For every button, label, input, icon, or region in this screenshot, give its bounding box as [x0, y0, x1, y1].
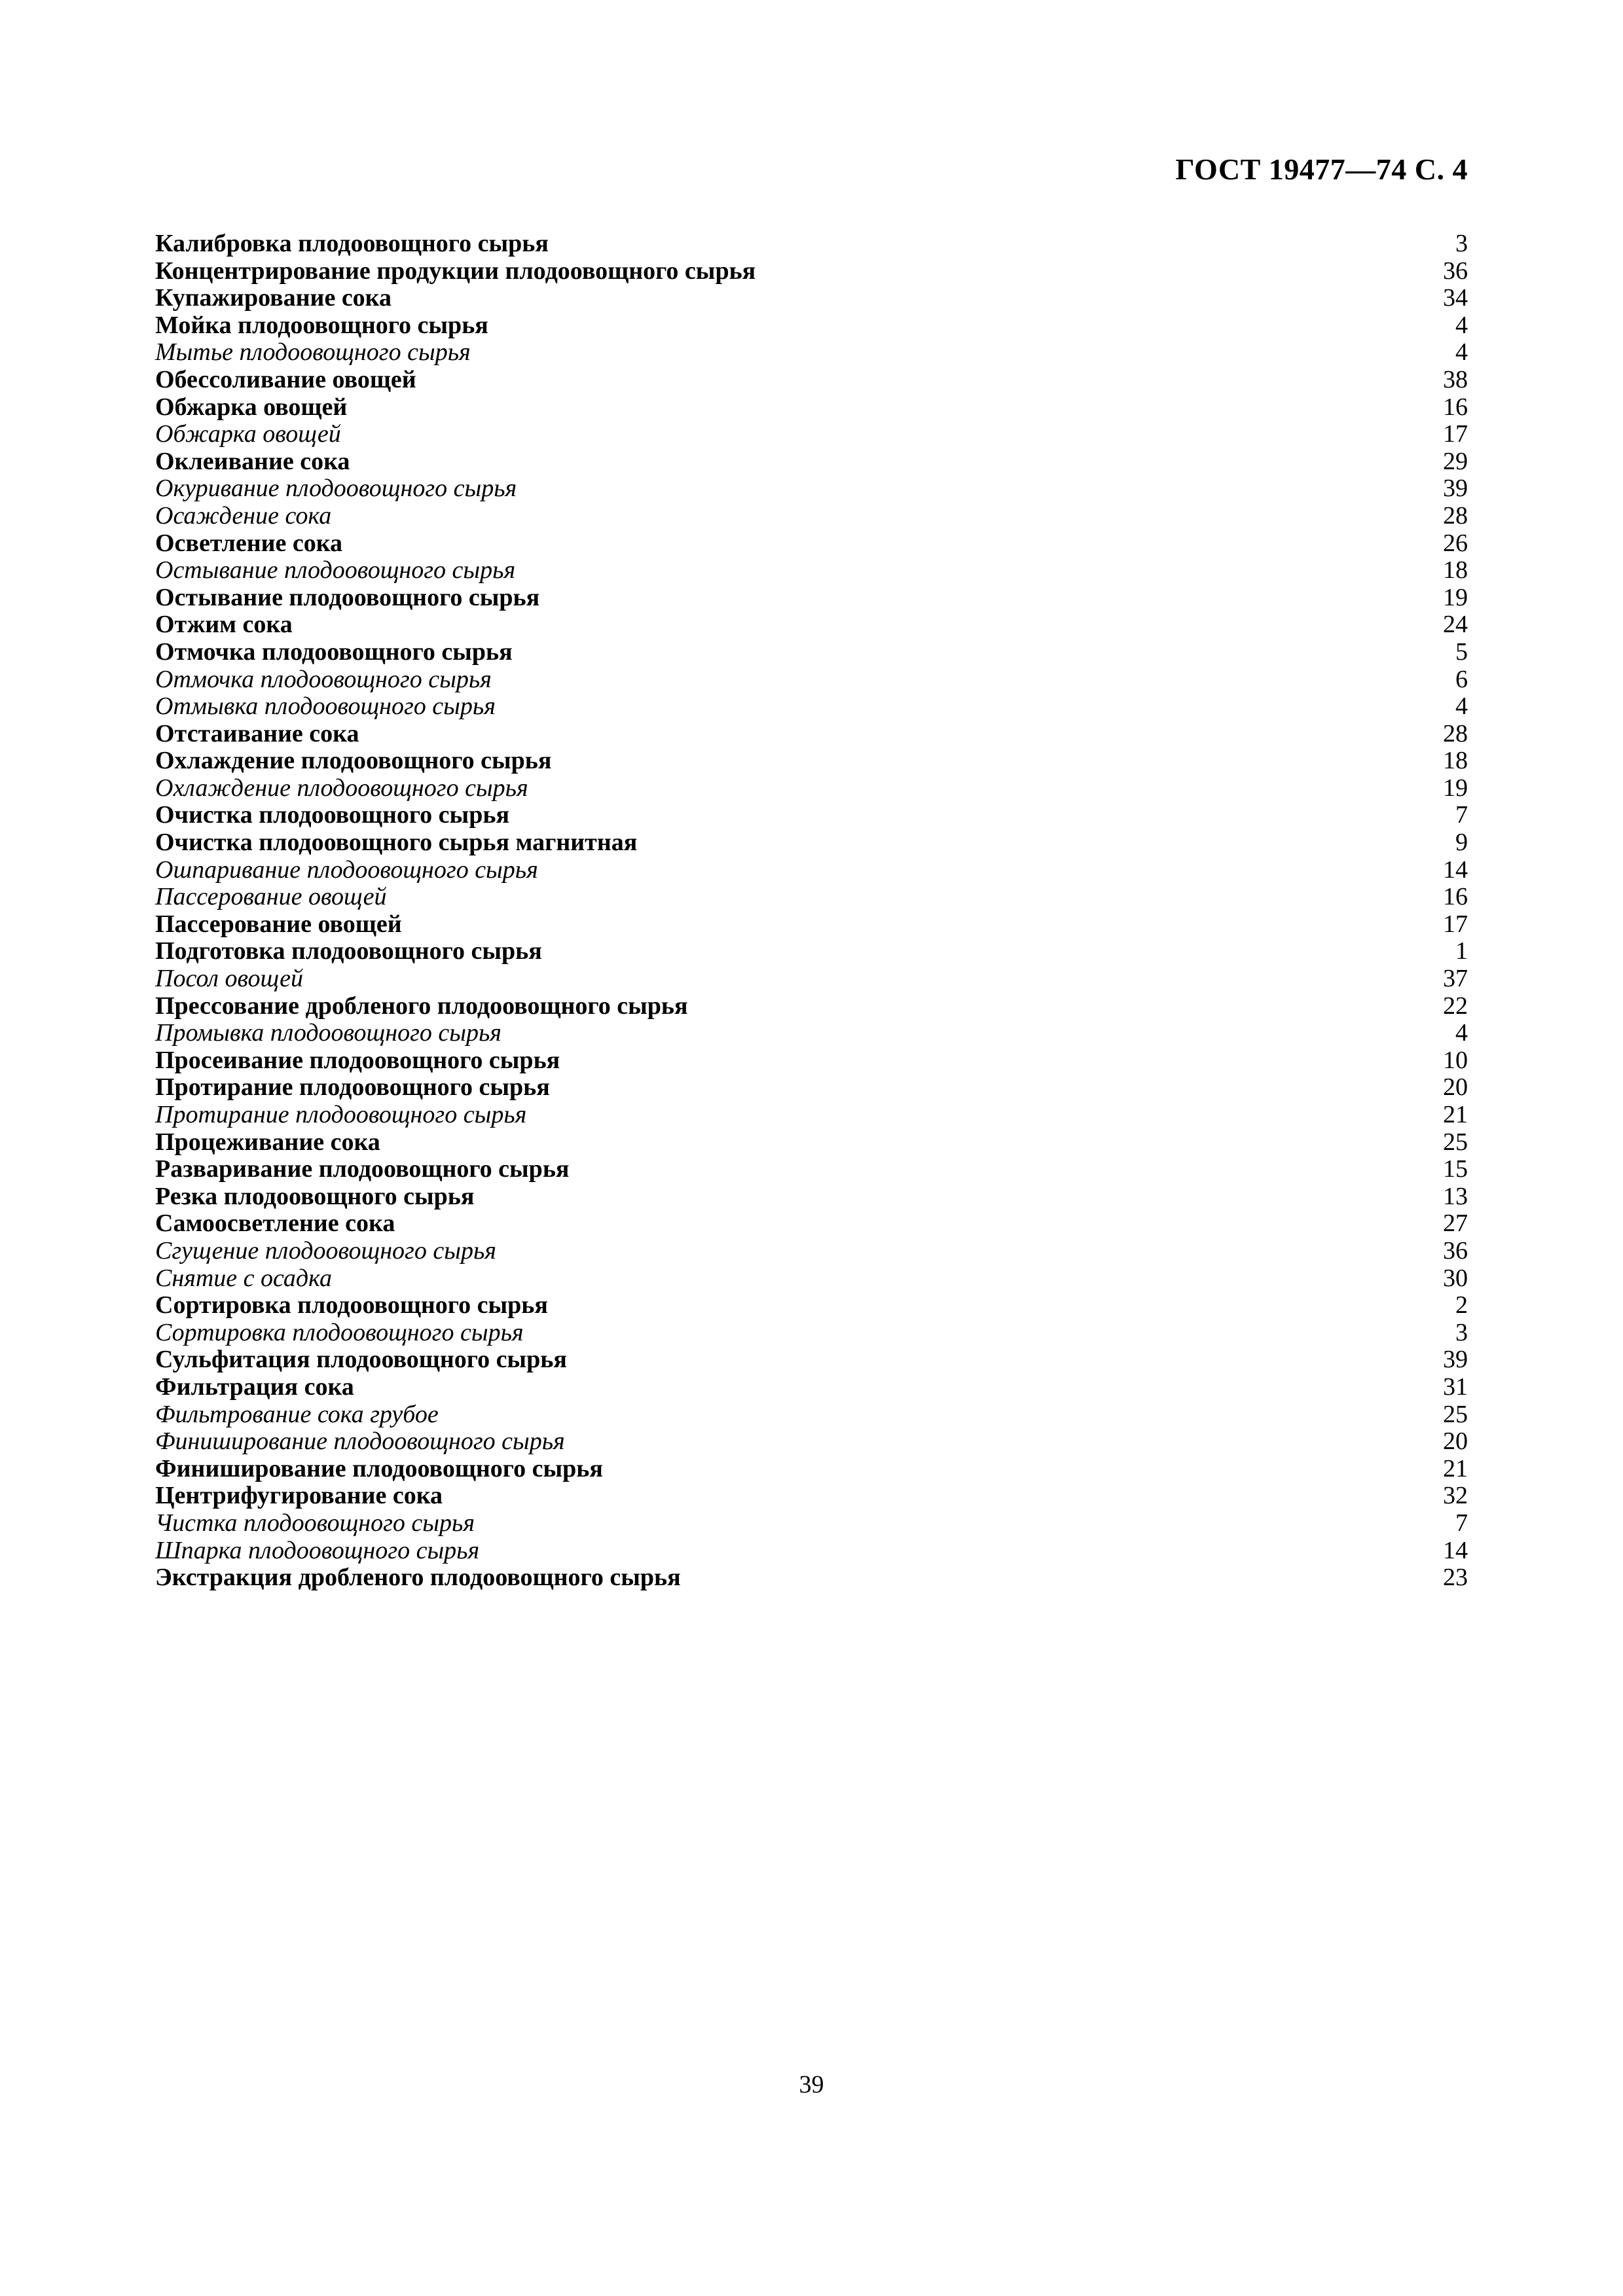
index-page-number: 23 — [1443, 1564, 1468, 1592]
index-term: Отмывка плодоовощного сырья — [155, 692, 496, 721]
index-page-number: 39 — [1443, 475, 1468, 503]
index-page-number: 13 — [1443, 1182, 1468, 1210]
index-term: Ошпаривание плодоовощного сырья — [155, 855, 538, 884]
index-entry — [155, 1183, 1468, 1211]
index-term: Сортировка плодоовощного сырья — [155, 1318, 524, 1346]
index-term: Промывка плодоовощного сырья — [155, 1019, 501, 1047]
index-entry — [155, 857, 1468, 884]
index-entry — [155, 1401, 1468, 1429]
index-term: Фильтрация сока — [155, 1372, 354, 1401]
index-entry — [155, 1047, 1468, 1075]
index-page-number: 5 — [1455, 637, 1468, 666]
index-term: Пассерование овощей — [155, 883, 387, 911]
index-term: Обжарка овощей — [155, 420, 341, 448]
index-page-number: 28 — [1443, 501, 1468, 529]
index-page-number: 7 — [1455, 1509, 1468, 1537]
index-term: Разваривание плодоовощного сырья — [155, 1155, 570, 1183]
index-page-number: 20 — [1443, 1427, 1468, 1456]
index-page-number: 27 — [1443, 1210, 1468, 1238]
index-entry — [155, 1510, 1468, 1537]
index-term: Отстаивание сока — [155, 719, 359, 747]
index-entry — [155, 1292, 1468, 1319]
index-entry — [155, 1210, 1468, 1238]
index-entry — [155, 965, 1468, 993]
index-entry — [155, 611, 1468, 639]
index-entry — [155, 1265, 1468, 1293]
index-term: Прессование дробленого плодоовощного сырья — [155, 992, 688, 1020]
index-page-number: 4 — [1455, 311, 1468, 339]
index-term: Посол овощей — [155, 965, 303, 993]
index-page-number: 18 — [1443, 556, 1468, 584]
index-entry — [155, 1564, 1468, 1592]
index-page-number: 14 — [1443, 1536, 1468, 1564]
index-entry — [155, 312, 1468, 340]
index-page-number: 3 — [1455, 230, 1468, 257]
index-entry — [155, 1537, 1468, 1565]
index-term: Пассерование овощей — [155, 910, 402, 938]
index-entry — [155, 829, 1468, 857]
index-page-number: 31 — [1443, 1372, 1468, 1401]
index-entry — [155, 911, 1468, 939]
index-page-number: 17 — [1443, 910, 1468, 938]
index-entry — [155, 993, 1468, 1020]
index-entry — [155, 639, 1468, 666]
index-page-number: 21 — [1443, 1101, 1468, 1128]
index-term: Протирание плодоовощного сырья — [155, 1073, 550, 1102]
index-entry — [155, 1129, 1468, 1157]
index-page-number: 29 — [1443, 447, 1468, 475]
index-term: Очистка плодоовощного сырья магнитная — [155, 829, 638, 857]
index-term: Обжарка овощей — [155, 393, 348, 421]
index-term: Охлаждение плодоовощного сырья — [155, 774, 528, 802]
index-page-number: 19 — [1443, 583, 1468, 611]
index-entry — [155, 339, 1468, 367]
index-entry — [155, 1482, 1468, 1510]
index-term: Самоосветление сока — [155, 1210, 395, 1238]
index-entry — [155, 448, 1468, 476]
index-page-number: 4 — [1455, 692, 1468, 721]
index-entry — [155, 775, 1468, 802]
index-entry — [155, 1319, 1468, 1347]
index-term: Сульфитация плодоовощного сырья — [155, 1346, 567, 1374]
index-term: Мытье плодоовощного сырья — [155, 338, 471, 367]
index-entry — [155, 1374, 1468, 1401]
index-term: Оклеивание сока — [155, 447, 350, 475]
index-page-number: 19 — [1443, 774, 1468, 802]
index-page-number: 18 — [1443, 747, 1468, 775]
index-term: Сортировка плодоовощного сырья — [155, 1291, 548, 1319]
index-term: Центрифугирование сока — [155, 1482, 443, 1510]
index-term: Снятие с осадка — [155, 1264, 332, 1292]
index-entry — [155, 394, 1468, 422]
index-page-number: 1 — [1455, 937, 1468, 965]
index-entry — [155, 258, 1468, 285]
index-page-number: 21 — [1443, 1454, 1468, 1482]
index-page-number: 10 — [1443, 1046, 1468, 1074]
index-term: Чистка плодоовощного сырья — [155, 1509, 475, 1537]
index-entry — [155, 421, 1468, 448]
index-entry — [155, 693, 1468, 721]
term-index — [155, 230, 1468, 1592]
index-term: Охлаждение плодоовощного сырья — [155, 747, 552, 775]
index-term: Резка плодоовощного сырья — [155, 1182, 475, 1210]
index-page-number: 37 — [1443, 965, 1468, 993]
index-entry — [155, 1428, 1468, 1456]
index-term: Осветление сока — [155, 529, 343, 557]
index-term: Отмочка плодоовощного сырья — [155, 637, 513, 666]
index-page-number: 32 — [1443, 1482, 1468, 1510]
index-term: Фильтрование сока грубое — [155, 1400, 439, 1428]
index-page-number: 9 — [1455, 829, 1468, 857]
index-entry — [155, 1238, 1468, 1265]
index-entry — [155, 367, 1468, 394]
index-term: Финиширование плодоовощного сырья — [155, 1454, 603, 1482]
index-entry — [155, 503, 1468, 530]
index-page-number: 36 — [1443, 1236, 1468, 1265]
index-page-number: 4 — [1455, 1019, 1468, 1047]
index-term: Купажирование сока — [155, 284, 392, 312]
index-page-number: 2 — [1455, 1291, 1468, 1319]
index-entry — [155, 1456, 1468, 1483]
index-page-number: 28 — [1443, 719, 1468, 747]
index-page-number: 36 — [1443, 257, 1468, 285]
index-term: Экстракция дробленого плодоовощного сырья — [155, 1564, 681, 1592]
index-entry — [155, 884, 1468, 911]
index-entry — [155, 802, 1468, 829]
index-term: Отмочка плодоовощного сырья — [155, 665, 492, 693]
index-term: Очистка плодоовощного сырья — [155, 801, 509, 829]
index-page-number: 4 — [1455, 338, 1468, 367]
index-entry — [155, 285, 1468, 312]
index-term: Окуривание плодоовощного сырья — [155, 475, 517, 503]
index-term: Просеивание плодоовощного сырья — [155, 1046, 560, 1074]
index-entry — [155, 938, 1468, 965]
index-term: Осаждение сока — [155, 501, 332, 529]
index-page-number: 3 — [1455, 1318, 1468, 1346]
index-entry — [155, 721, 1468, 748]
index-page-number: 38 — [1443, 365, 1468, 393]
index-page-number: 14 — [1443, 855, 1468, 884]
index-entry — [155, 747, 1468, 775]
index-page-number: 26 — [1443, 529, 1468, 557]
index-term: Концентрирование продукции плодоовощного сырья — [155, 257, 756, 285]
index-page-number: 25 — [1443, 1400, 1468, 1428]
index-page-number: 20 — [1443, 1073, 1468, 1102]
document-header: ГОСТ 19477—74 С. 4 — [1175, 152, 1468, 186]
index-entry — [155, 475, 1468, 503]
index-page-number: 25 — [1443, 1128, 1468, 1156]
index-term: Мойка плодоовощного сырья — [155, 311, 488, 339]
index-term: Протирание плодоовощного сырья — [155, 1101, 527, 1128]
index-term: Калибровка плодоовощного сырья — [155, 230, 549, 257]
index-entry — [155, 1346, 1468, 1374]
index-entry — [155, 584, 1468, 612]
index-entry — [155, 1074, 1468, 1102]
index-page-number: 15 — [1443, 1155, 1468, 1183]
index-term: Отжим сока — [155, 611, 293, 639]
index-term: Подготовка плодоовощного сырья — [155, 937, 542, 965]
index-term: Обессоливание овощей — [155, 365, 416, 393]
index-entry — [155, 666, 1468, 694]
index-entry — [155, 557, 1468, 584]
index-entry — [155, 1102, 1468, 1129]
index-page-number: 6 — [1455, 665, 1468, 693]
index-term: Остывание плодоовощного сырья — [155, 556, 516, 584]
index-page-number: 7 — [1455, 801, 1468, 829]
index-term: Сгущение плодоовощного сырья — [155, 1236, 496, 1265]
page-number: 39 — [799, 2071, 824, 2098]
index-page-number: 39 — [1443, 1346, 1468, 1374]
index-page-number: 17 — [1443, 420, 1468, 448]
index-page-number: 16 — [1443, 883, 1468, 911]
index-term: Остывание плодоовощного сырья — [155, 583, 540, 611]
index-term: Шпарка плодоовощного сырья — [155, 1536, 480, 1564]
index-page-number: 16 — [1443, 393, 1468, 421]
index-page-number: 24 — [1443, 611, 1468, 639]
index-entry — [155, 1156, 1468, 1183]
index-page-number: 22 — [1443, 992, 1468, 1020]
index-entry — [155, 530, 1468, 558]
index-entry — [155, 1020, 1468, 1047]
index-term: Процеживание сока — [155, 1128, 380, 1156]
index-entry — [155, 230, 1468, 258]
index-page-number: 34 — [1443, 284, 1468, 312]
index-term: Финиширование плодоовощного сырья — [155, 1427, 565, 1456]
index-page-number: 30 — [1443, 1264, 1468, 1292]
